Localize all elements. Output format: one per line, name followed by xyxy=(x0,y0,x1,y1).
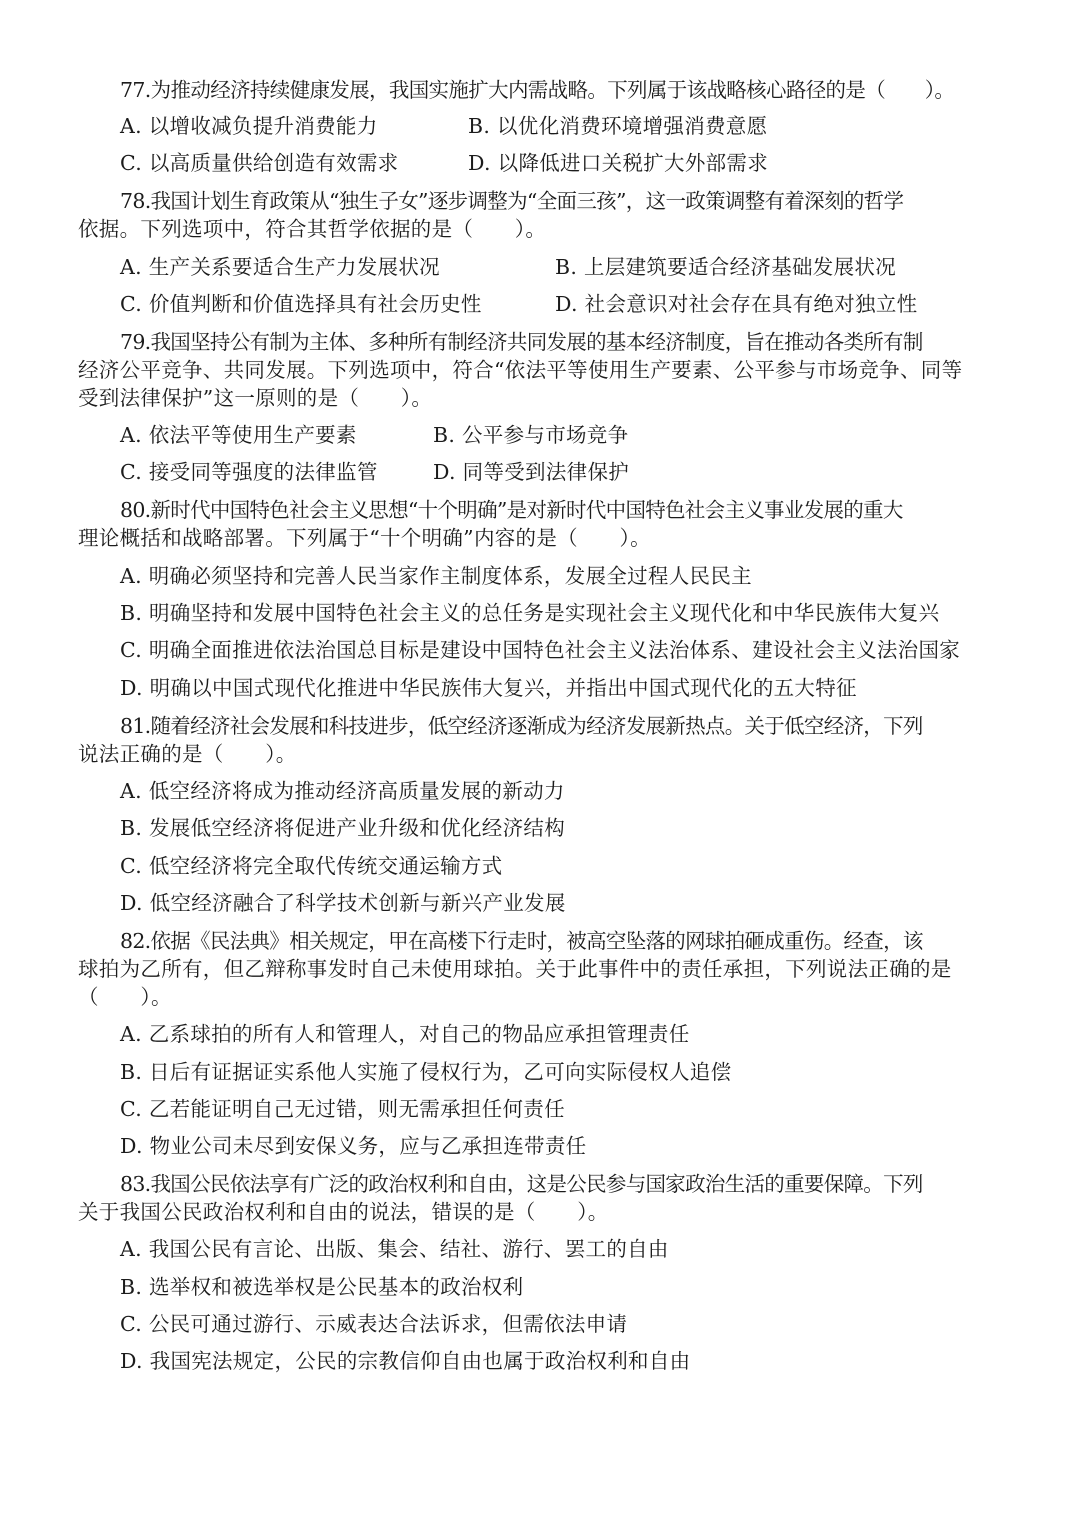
question-stem: 77.为推动经济持续健康发展，我国实施扩大内需战略。下列属于该战略核心路径的是（ ）。 xyxy=(120,78,955,102)
option-b: B. 明确坚持和发展中国特色社会主义的总任务是实现社会主义现代化和中华民族伟大复兴 xyxy=(120,601,940,625)
option-d: D. 同等受到法律保护 xyxy=(433,460,630,484)
option-c: C. 乙若能证明自己无过错，则无需承担任何责任 xyxy=(120,1097,565,1121)
question-stem-continued: 经济公平竞争、共同发展。下列选项中，符合“依法平等使用生产要素、公平参与市场竞争、同等 xyxy=(78,358,963,382)
option-b: B. 上层建筑要适合经济基础发展状况 xyxy=(555,255,896,279)
option-d: D. 社会意识对社会存在具有绝对独立性 xyxy=(555,292,918,316)
question-stem: 81.随着经济社会发展和科技进步，低空经济逐渐成为经济发展新热点。关于低空经济，下列 xyxy=(120,714,923,738)
question-stem: 79.我国坚持公有制为主体、多种所有制经济共同发展的基本经济制度，旨在推动各类所有制 xyxy=(120,330,923,354)
option-b: B. 公平参与市场竞争 xyxy=(433,423,629,447)
option-d: D. 明确以中国式现代化推进中华民族伟大复兴，并指出中国式现代化的五大特征 xyxy=(120,676,857,700)
question-stem: 78.我国计划生育政策从“独生子女”逐步调整为“全面三孩”，这一政策调整有着深刻的哲学 xyxy=(120,189,904,213)
option-c: C. 价值判断和价值选择具有社会历史性 xyxy=(120,292,482,316)
option-a: A. 依法平等使用生产要素 xyxy=(120,423,357,447)
question-stem-continued: 受到法律保护”这一原则的是（ ）。 xyxy=(78,386,433,410)
option-b: B. 发展低空经济将促进产业升级和优化经济结构 xyxy=(120,816,565,840)
question-stem: 80.新时代中国特色社会主义思想“十个明确”是对新时代中国特色社会主义事业发展的重大 xyxy=(120,498,903,522)
option-b: B. 选举权和被选举权是公民基本的政治权利 xyxy=(120,1275,524,1299)
option-a: A. 我国公民有言论、出版、集会、结社、游行、罢工的自由 xyxy=(120,1237,669,1261)
question-stem: 83.我国公民依法享有广泛的政治权利和自由，这是公民参与国家政治生活的重要保障。下列 xyxy=(120,1172,923,1196)
question-stem-continued: 说法正确的是（ ）。 xyxy=(78,742,297,766)
option-a: A. 乙系球拍的所有人和管理人，对自己的物品应承担管理责任 xyxy=(120,1022,690,1046)
option-a: A. 明确必须坚持和完善人民当家作主制度体系，发展全过程人民民主 xyxy=(120,564,752,588)
option-c: C. 接受同等强度的法律监管 xyxy=(120,460,378,484)
option-d: D. 物业公司未尽到安保义务，应与乙承担连带责任 xyxy=(120,1134,587,1158)
question-stem-continued: 球拍为乙所有，但乙辩称事发时自己未使用球拍。关于此事件中的责任承担，下列说法正确的是 xyxy=(78,957,952,981)
option-d: D. 我国宪法规定，公民的宗教信仰自由也属于政治权利和自由 xyxy=(120,1349,691,1373)
option-a: A. 以增收减负提升消费能力 xyxy=(120,114,378,138)
option-b: B. 以优化消费环境增强消费意愿 xyxy=(468,114,768,138)
option-d: D. 以降低进口关税扩大外部需求 xyxy=(468,151,769,175)
option-d: D. 低空经济融合了科学技术创新与新兴产业发展 xyxy=(120,891,566,915)
option-c: C. 明确全面推进依法治国总目标是建设中国特色社会主义法治体系、建设社会主义法治国家 xyxy=(120,638,961,662)
question-stem: 82.依据《民法典》相关规定，甲在高楼下行走时，被高空坠落的网球拍砸成重伤。经查，该 xyxy=(120,929,923,953)
option-a: A. 低空经济将成为推动经济高质量发展的新动力 xyxy=(120,779,565,803)
question-stem-continued: （ ）。 xyxy=(78,985,172,1009)
option-c: C. 公民可通过游行、示威表达合法诉求，但需依法申请 xyxy=(120,1312,628,1336)
option-c: C. 低空经济将完全取代传统交通运输方式 xyxy=(120,854,503,878)
question-stem-continued: 依据。下列选项中，符合其哲学依据的是（ ）。 xyxy=(78,217,547,241)
question-stem-continued: 关于我国公民政治权利和自由的说法，错误的是（ ）。 xyxy=(78,1200,609,1224)
question-stem-continued: 理论概括和战略部署。下列属于“十个明确”内容的是（ ）。 xyxy=(78,526,651,550)
option-a: A. 生产关系要适合生产力发展状况 xyxy=(120,255,440,279)
option-c: C. 以高质量供给创造有效需求 xyxy=(120,151,399,175)
option-b: B. 日后有证据证实系他人实施了侵权行为，乙可向实际侵权人追偿 xyxy=(120,1060,732,1084)
